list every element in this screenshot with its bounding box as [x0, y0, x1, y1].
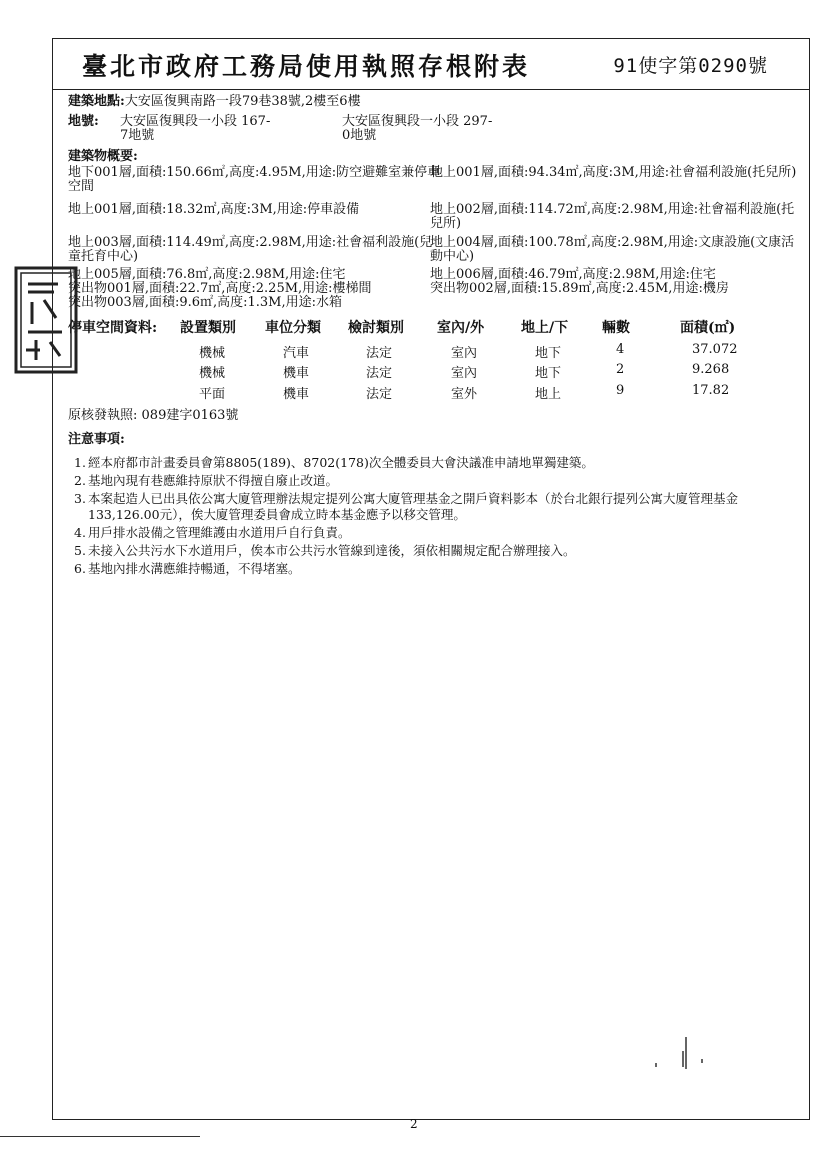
- parking-cell: 4: [616, 342, 625, 357]
- overview-label: 建築物概要:: [68, 149, 138, 164]
- lot-label: 地號:: [68, 114, 99, 129]
- original-license-row: [68, 409, 238, 423]
- parking-cell: 機車: [283, 387, 310, 402]
- parking-cell: 2: [616, 362, 625, 377]
- parking-col-header: 車位分類: [265, 320, 321, 336]
- page-number: 2: [410, 1117, 418, 1131]
- parking-cell: 平面: [199, 387, 226, 402]
- parking-cell: 室外: [451, 387, 478, 402]
- parking-col-header: 地上/下: [521, 320, 569, 336]
- original-license-value: 089建字0163號: [141, 408, 239, 423]
- location-row: [68, 95, 361, 109]
- document-title: 臺北市政府工務局使用執照存根附表: [82, 52, 531, 81]
- parking-cell: 法定: [366, 366, 393, 381]
- parking-cell: 9: [616, 383, 625, 398]
- parking-cell: 汽車: [283, 346, 310, 361]
- note-item: 1. 經本府都市計畫委員會第8805(189)、8702(178)次全體委員大會決議准申請地單獨建築。: [74, 455, 594, 470]
- notes-list: [74, 455, 799, 579]
- parking-cell: 機械: [199, 346, 226, 361]
- parking-col-header: 面積(㎡): [680, 320, 736, 336]
- official-seal-stamp: [10, 262, 80, 377]
- note-item: 3. 本案起造人已出具依公寓大廈管理辦法規定提列公寓大廈管理基金之開戶資料影本（於台北銀行提列公寓大廈管理基金133,126.00元），俟大廈管理委員會成立時本基金應予以移交管理。: [74, 491, 739, 522]
- parking-col-header: 室內/外: [437, 320, 485, 336]
- overview-row-right: 突出物002層,面積:15.89㎡,高度:2.45M,用途:機房: [430, 281, 729, 296]
- parking-label: 停車空間資料:: [68, 320, 158, 336]
- parking-col-header: 輛數: [602, 320, 630, 336]
- scan-marks: [650, 1033, 710, 1073]
- parking-cell: 37.072: [692, 342, 738, 357]
- parking-cell: 法定: [366, 346, 393, 361]
- overview-row-left: 地上001層,面積:18.32㎡,高度:3M,用途:停車設備: [68, 202, 360, 217]
- note-item: 2. 基地內現有巷應維持原狀不得擅自廢止改道。: [74, 473, 339, 488]
- overview-row-left: 地上005層,面積:76.8㎡,高度:2.98M,用途:住宅: [68, 267, 346, 282]
- original-license-label: 原核發執照:: [68, 408, 138, 423]
- lot-item: 大安區復興段一小段 297- 0地號: [342, 114, 493, 143]
- lot-item: 大安區復興段一小段 167- 7地號: [120, 114, 271, 143]
- overview-row-right: 地上004層,面積:100.78㎡,高度:2.98M,用途:文康設施(文康活 動中心): [430, 235, 795, 264]
- parking-cell: 機械: [199, 366, 226, 381]
- parking-cell: 17.82: [692, 383, 730, 398]
- overview-row-left: 地下001層,面積:150.66㎡,高度:4.95M,用途:防空避難室兼停車 空間: [68, 165, 441, 194]
- location-value: 大安區復興南路一段79巷38號,2樓至6樓: [124, 94, 361, 109]
- parking-cell: 室內: [451, 366, 478, 381]
- parking-cell: 地下: [535, 346, 562, 361]
- permit-number: 91使字第0290號: [613, 55, 768, 77]
- overview-row-right: 地上002層,面積:114.72㎡,高度:2.98M,用途:社會福利設施(托 兒所): [430, 202, 795, 231]
- document-header: [52, 38, 810, 90]
- overview-row-right: 地上001層,面積:94.34㎡,高度:3M,用途:社會福利設施(托兒所): [430, 165, 797, 180]
- parking-cell: 法定: [366, 387, 393, 402]
- location-label: 建築地點:: [68, 94, 125, 109]
- parking-cell: 地上: [535, 387, 562, 402]
- note-item: 5. 未接入公共污水下水道用戶，俟本市公共污水管線到達後，須依相關規定配合辦理接入。: [74, 543, 576, 558]
- document-frame: [52, 38, 810, 1120]
- note-item: 4. 用戶排水設備之管理維護由水道用戶自行負責。: [74, 525, 351, 540]
- bottom-rule: [0, 1136, 200, 1137]
- notes-label: 注意事項:: [68, 432, 125, 447]
- overview-row-left: 地上003層,面積:114.49㎡,高度:2.98M,用途:社會福利設施(兒 童托育中心): [68, 235, 433, 264]
- note-item: 6. 基地內排水溝應維持暢通，不得堵塞。: [74, 561, 301, 576]
- parking-cell: 9.268: [692, 362, 730, 377]
- parking-cell: 機車: [283, 366, 310, 381]
- overview-row-left: 突出物003層,面積:9.6㎡,高度:1.3M,用途:水箱: [68, 295, 343, 310]
- parking-cell: 室內: [451, 346, 478, 361]
- parking-cell: 地下: [535, 366, 562, 381]
- parking-col-header: 檢討類別: [348, 320, 404, 336]
- parking-col-header: 設置類別: [180, 320, 236, 336]
- overview-row-right: 地上006層,面積:46.79㎡,高度:2.98M,用途:住宅: [430, 267, 716, 282]
- overview-row-left: 突出物001層,面積:22.7㎡,高度:2.25M,用途:樓梯間: [68, 281, 372, 296]
